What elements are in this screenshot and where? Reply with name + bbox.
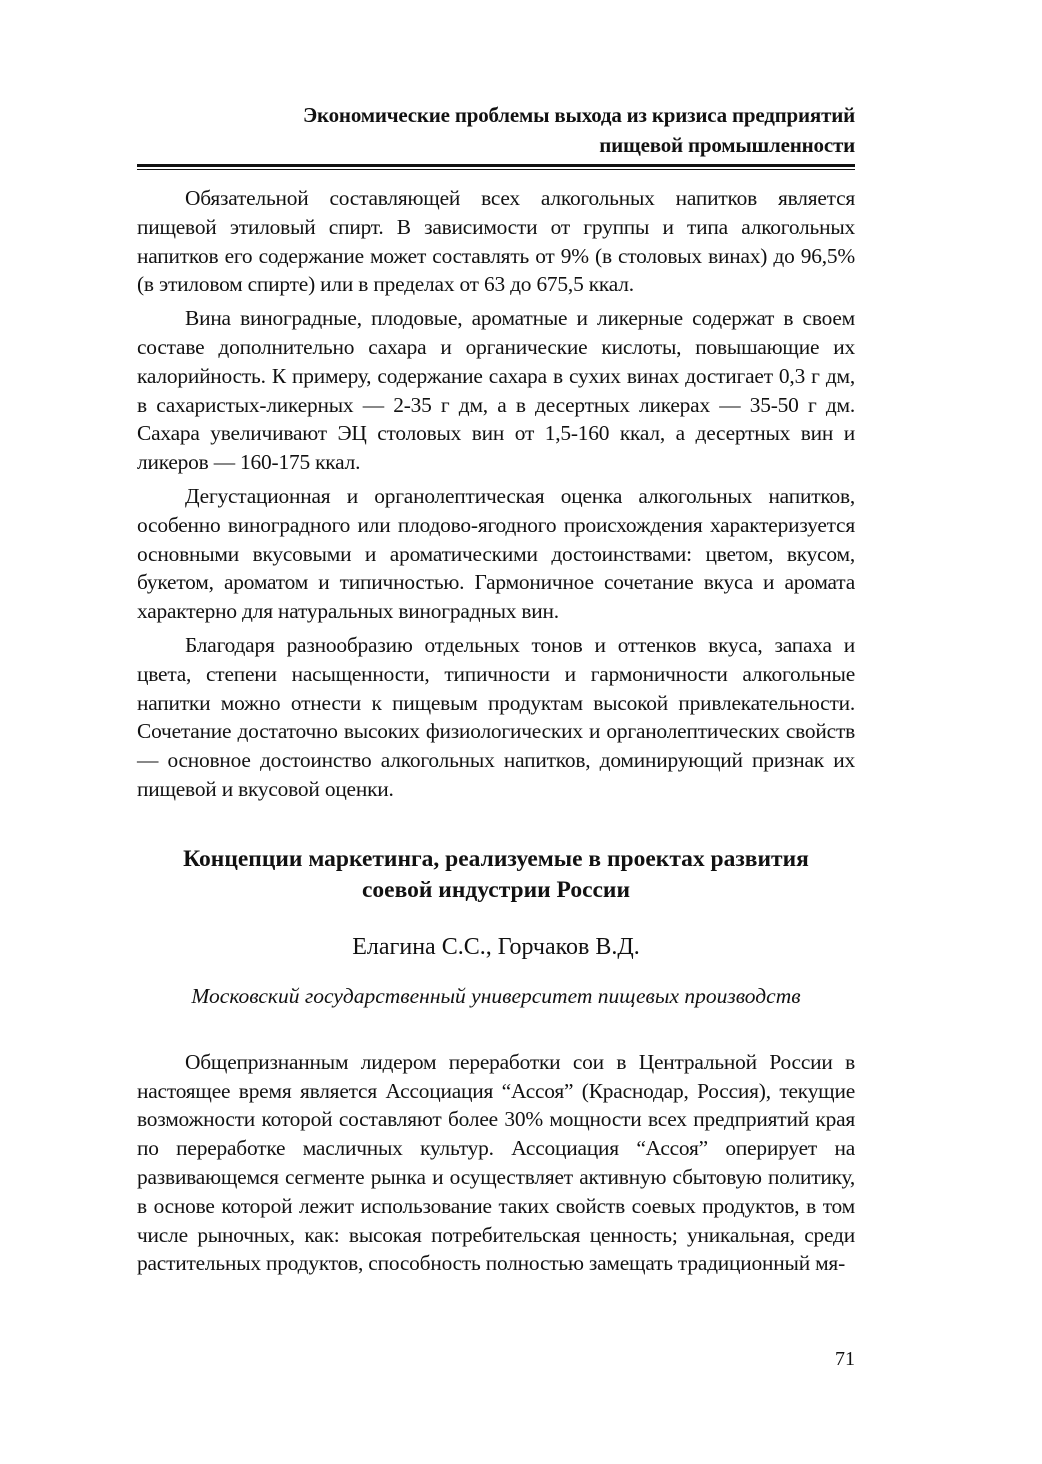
- header-rule-thin: [137, 169, 855, 170]
- running-header: [137, 100, 855, 160]
- page-number: 71: [835, 1348, 855, 1370]
- paragraph-1: Обязательной составляющей всех алкогольных напитков является пищевой этиловый спирт. В зависимости от группы и типа алкогольных напитков его содержание может составлять от 9% (в столовых винах) до 96,5% (в этиловом спирте) или в пределах от 63 до 675,5 ккал.: [137, 186, 855, 297]
- article-authors: Елагина С.С., Горчаков В.Д.: [352, 933, 640, 960]
- article-body-paragraph: Общепризнанным лидером переработки сои в Центральной России в настоящее время является Ассоциация “Ассоя” (Краснодар, Россия), текущие возможности которой составляют более 30% мощности всех предприятий края по переработке масличных культур. Ассоциация “Ассоя” оперирует на развивающемся сегменте рынка и осуществляет активную сбытовую политику, в основе которой лежит использование таких свойств соевых продуктов, в том числе рыночных, как: высокая потребительская ценность; уникальная, среди растительных продуктов, способность полностью замещать традиционный мя-: [137, 1049, 855, 1276]
- spacer: [137, 1010, 855, 1048]
- page-body: [137, 100, 855, 1283]
- article-title-line-2: соевой индустрии России: [361, 876, 631, 903]
- running-header-line-2: пищевой промышленности: [599, 133, 855, 157]
- paragraph-2: Вина виноградные, плодовые, ароматные и ликерные содержат в своем составе дополнительно сахара и органические кислоты, повышающие их калорийность. К примеру, содержание сахара в сухих винах достигает 0,3 г дм, в сахаристых-ликерных — 2-35 г дм, а в десертных ликерах — 35-50 г дм. Сахара увеличивают ЭЦ столовых вин от 1,5-160 ккал, а десертных вин и ликеров — 160-175 ккал.: [137, 306, 855, 475]
- running-header-line-1: Экономические проблемы выхода из кризиса предприятий: [302, 103, 855, 127]
- paragraph-3: Дегустационная и органолептическая оценка алкогольных напитков, особенно виноградного или плодово-ягодного происхождения характеризуется основными вкусовыми и ароматическими достоинствами: цветом, вкусом, букетом, ароматом и типичностью. Гармоничное сочетание вкуса и аромата характерно для натуральных виноградных вин.: [137, 483, 855, 624]
- paragraph-4: Благодаря разнообразию отдельных тонов и оттенков вкуса, запаха и цвета, степени насыщенности, типичности и гармоничности алкогольные напитки можно отнести к пищевым продуктам высокой привлекательности. Сочетание достаточно высоких физиологических и органолептических свойств — основное достоинство алкогольных напитков, доминирующий признак их пищевой и вкусовой оценки.: [137, 632, 855, 801]
- article-affiliation: Московский государственный университет пищевых производств: [191, 983, 801, 1008]
- article-title-line-1: Концепции маркетинга, реализуемые в проектах развития: [183, 845, 809, 872]
- article-title: [137, 844, 855, 906]
- header-rule-thick: [137, 164, 855, 167]
